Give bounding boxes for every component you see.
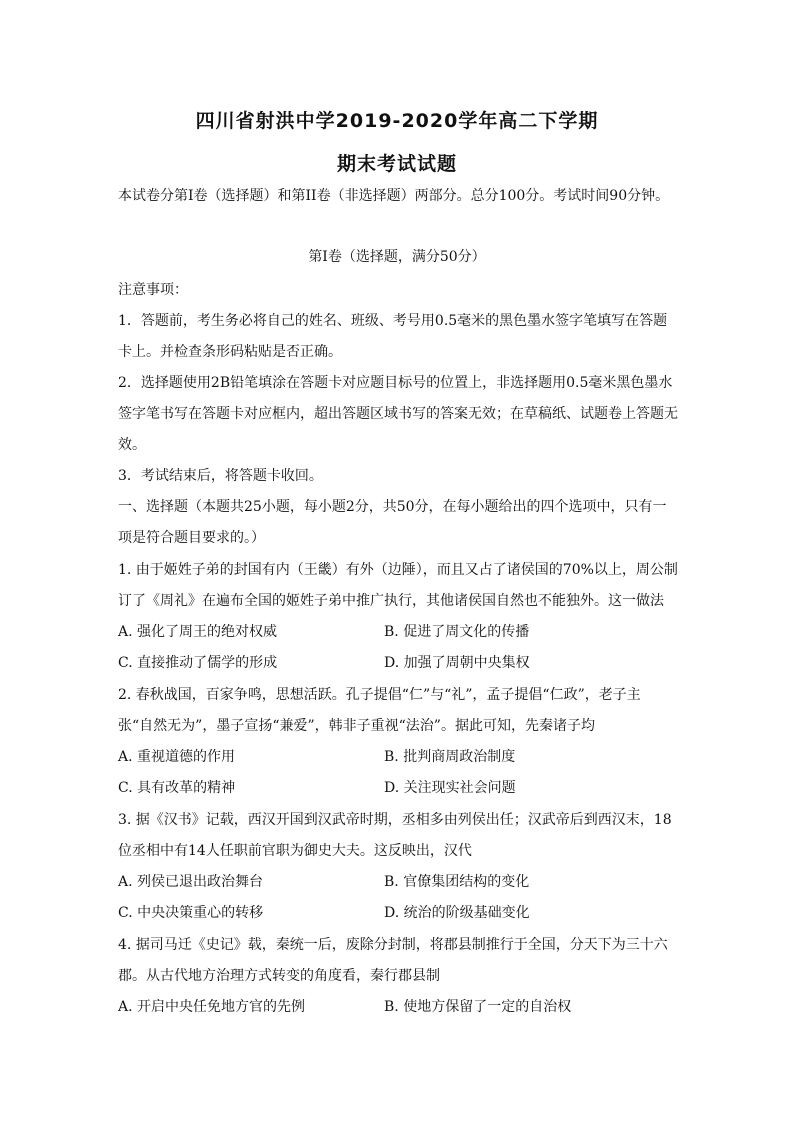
question-1-option-a: A. 强化了周王的绝对权威: [118, 624, 278, 640]
title-line-1: 四川省射洪中学2019-2020学年高二下学期: [195, 110, 599, 132]
question-4-option-a: A. 开启中央任免地方官的先例: [118, 999, 306, 1015]
question-3-stem: 3. 据《汉书》记载，西汉开国到汉武帝时期，丞相多由列侯出任；汉武帝后到西汉末，18: [118, 812, 672, 828]
question-4-stem-cont: 郡。从古代地方治理方式转变的角度看，秦行郡县制: [118, 968, 440, 984]
question-2-option-b: B. 批判商周政治制度: [384, 749, 516, 765]
title-line-2: 期末考试试题: [336, 153, 457, 175]
question-3-option-b: B. 官僚集团结构的变化: [384, 874, 530, 890]
question-4-stem: 4. 据司马迁《史记》载，秦统一后，废除分封制，将郡县制推行于全国，分天下为三十六: [118, 937, 668, 953]
notice-item-2: 2．选择题使用2B铅笔填涂在答题卡对应题目标号的位置上，非选择题用0.5毫米黑色墨水: [118, 375, 673, 391]
question-4-option-b: B. 使地方保留了一定的自治权: [384, 999, 572, 1015]
part1-instructions-cont: 项是符合题目要求的。）: [118, 530, 265, 546]
question-2-stem: 2. 春秋战国，百家争鸣，思想活跃。孔子提倡“仁”与“礼”，孟子提倡“仁政”，老子主: [118, 687, 641, 703]
question-2-stem-cont: 张“自然无为”，墨子宣扬“兼爱”，韩非子重视“法治”。据此可知，先秦诸子均: [118, 718, 595, 734]
question-3-stem-cont: 位丞相中有14人任职前官职为御史大夫。这反映出，汉代: [118, 843, 472, 859]
question-1-option-d: D. 加强了周朝中央集权: [384, 655, 530, 671]
question-2-option-c: C. 具有改革的精神: [118, 780, 236, 796]
question-1-option-c: C. 直接推动了儒学的形成: [118, 655, 278, 671]
question-3-option-d: D. 统治的阶级基础变化: [384, 905, 530, 921]
question-3-option-a: A. 列侯已退出政治舞台: [118, 874, 264, 890]
notice-item-2-end: 效。: [118, 437, 146, 453]
question-1-stem: 1. 由于姬姓子弟的封国有内（王畿）有外（边陲），而且又占了诸侯国的70%以上，周公制: [118, 562, 678, 578]
question-1-stem-cont: 订了《周礼》在遍布全国的姬姓子弟中推广执行，其他诸侯国自然也不能独外。这一做法: [118, 593, 664, 609]
question-1-option-b: B. 促进了周文化的传播: [384, 624, 530, 640]
section-title: 第Ⅰ卷（选择题，满分50分）: [308, 249, 486, 265]
question-3-option-c: C. 中央决策重心的转移: [118, 905, 264, 921]
notice-heading: 注意事项：: [118, 282, 188, 298]
question-2-option-d: D. 关注现实社会问题: [384, 780, 516, 796]
part1-instructions: 一、选择题（本题共25小题，每小题2分，共50分，在每小题给出的四个选项中，只有一: [118, 499, 667, 515]
notice-item-2-cont: 签字笔书写在答题卡对应框内，超出答题区域书写的答案无效；在草稿纸、试题卷上答题无: [118, 406, 678, 422]
notice-item-1-cont: 卡上。并检查条形码粘贴是否正确。: [118, 344, 342, 360]
notice-item-3: 3．考试结束后，将答题卡收回。: [118, 468, 323, 484]
notice-item-1: 1．答题前，考生务必将自己的姓名、班级、考号用0.5毫米的黑色墨水签字笔填写在答题: [118, 313, 668, 329]
question-2-option-a: A. 重视道德的作用: [118, 749, 236, 765]
intro-text: 本试卷分第I卷（选择题）和第II卷（非选择题）两部分。总分100分。考试时间90分钟。: [118, 188, 670, 204]
